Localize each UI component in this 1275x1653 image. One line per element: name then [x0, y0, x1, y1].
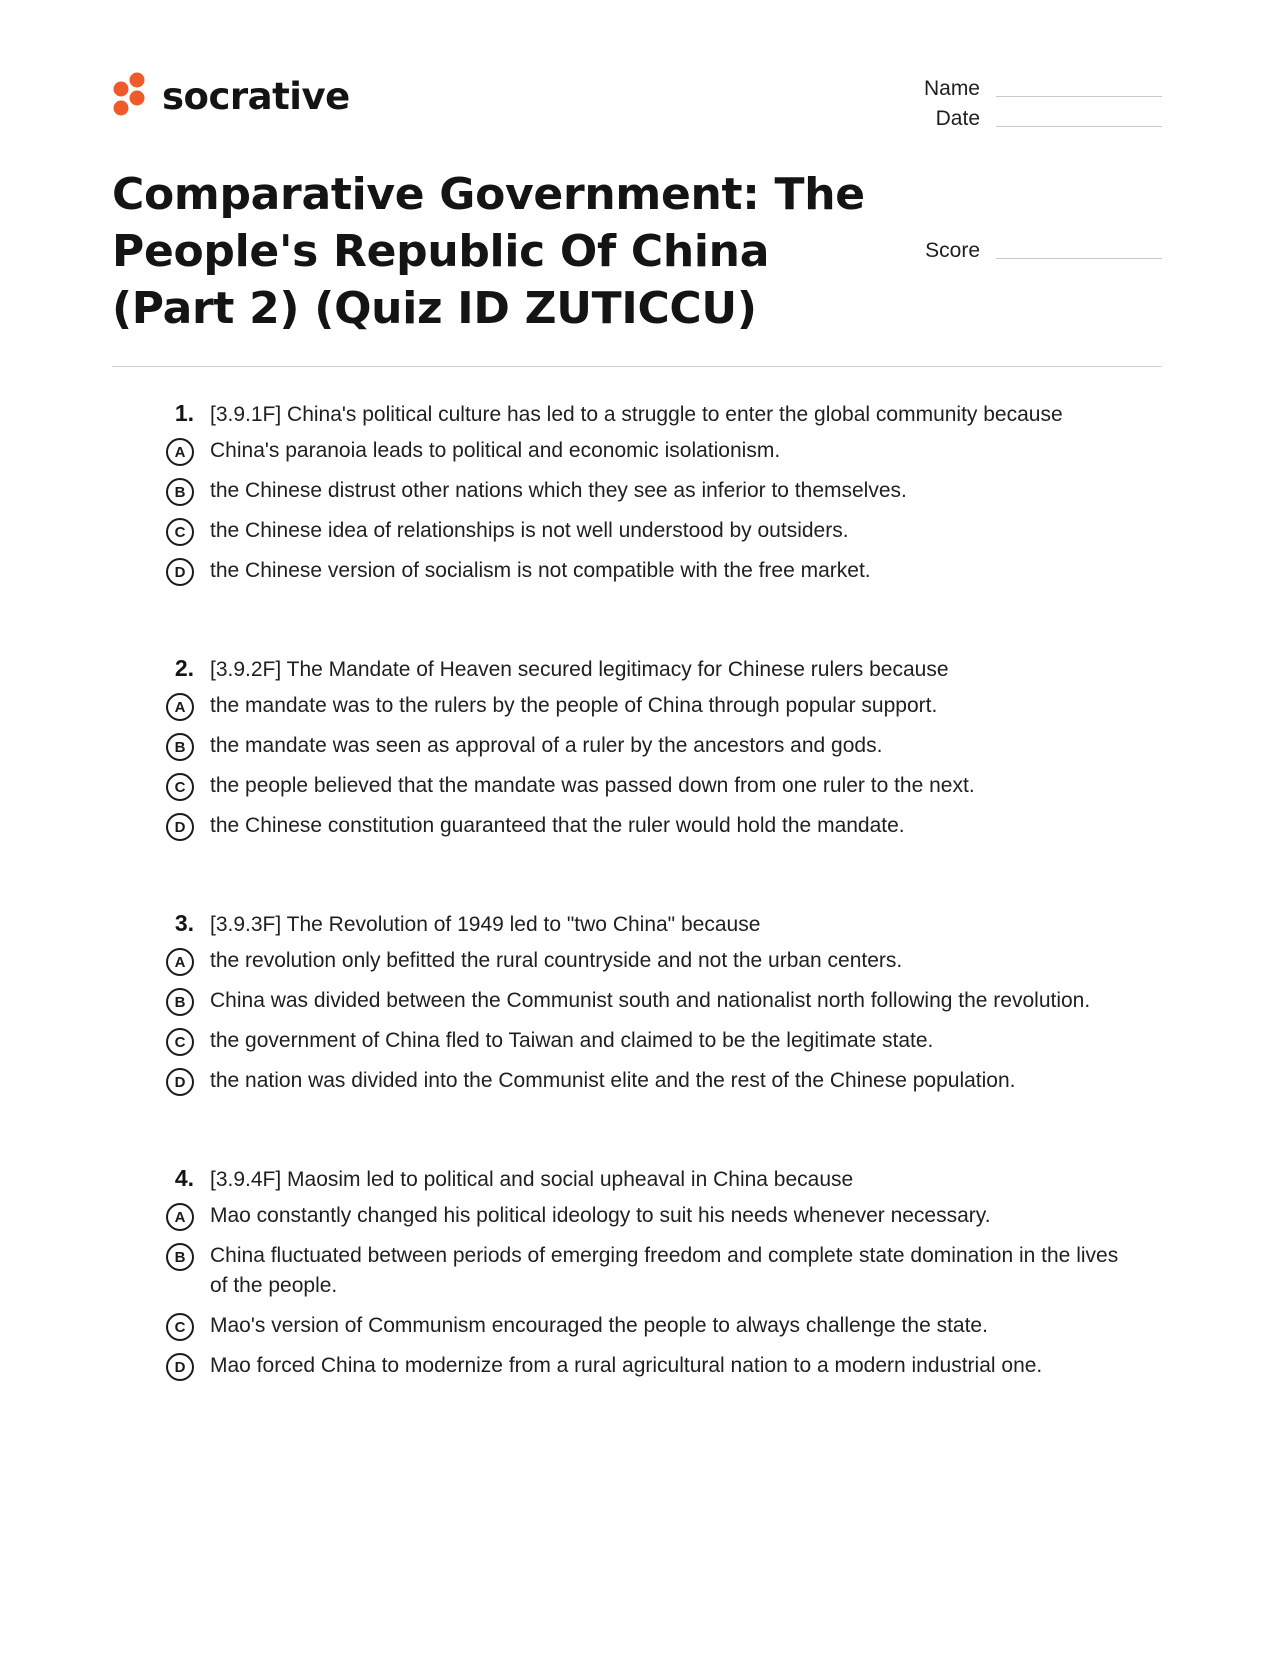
score-field	[880, 240, 1162, 261]
option-text: the people believed that the mandate was passed down from one ruler to the next.	[210, 774, 975, 797]
option-a-circle-icon[interactable]: A	[166, 1203, 194, 1231]
option-text: Mao's version of Communism encouraged the people to always challenge the state.	[210, 1314, 988, 1337]
score-label: Score	[925, 239, 980, 262]
option-text: China's paranoia leads to political and economic isolationism.	[210, 439, 781, 462]
option-text: China fluctuated between periods of emerging freedom and complete state domination in the lives of the people.	[210, 1244, 1119, 1297]
option-text: Mao constantly changed his political ideology to suit his needs whenever necessary.	[210, 1204, 991, 1227]
option-a-circle-icon[interactable]: A	[166, 693, 194, 721]
option-text: the Chinese idea of relationships is not well understood by outsiders.	[210, 519, 849, 542]
question-stem	[150, 400, 1150, 430]
brand-name: socrative	[162, 74, 350, 118]
option-a-circle-icon[interactable]: A	[166, 438, 194, 466]
option-text: the nation was divided into the Communist elite and the rest of the Chinese population.	[210, 1069, 1016, 1092]
socrative-logo	[112, 72, 350, 120]
option-a[interactable]	[150, 436, 1150, 466]
date-line	[996, 125, 1162, 127]
option-text: Mao forced China to modernize from a rural agricultural nation to a modern industrial one.	[210, 1354, 1043, 1377]
option-d-circle-icon[interactable]: D	[166, 558, 194, 586]
option-text: the mandate was to the rulers by the people of China through popular support.	[210, 694, 938, 717]
option-d-circle-icon[interactable]: D	[166, 1353, 194, 1381]
option-d-circle-icon[interactable]: D	[166, 813, 194, 841]
score-line	[996, 257, 1162, 259]
option-text: the mandate was seen as approval of a ruler by the ancestors and gods.	[210, 734, 883, 757]
option-b[interactable]	[150, 476, 1150, 506]
option-d[interactable]	[150, 811, 1150, 841]
option-c[interactable]	[150, 1026, 1150, 1056]
header-divider	[112, 366, 1162, 367]
quiz-title: Comparative Government: The People's Republic Of China (Part 2) (Quiz ID ZUTICCU)	[112, 169, 865, 334]
question-3	[150, 910, 1150, 1096]
option-c-circle-icon[interactable]: C	[166, 518, 194, 546]
option-a[interactable]	[150, 691, 1150, 721]
option-a[interactable]	[150, 946, 1150, 976]
question-text: [3.9.4F] Maosim led to political and social upheaval in China because	[210, 1168, 854, 1191]
question-1	[150, 400, 1150, 586]
option-a[interactable]	[150, 1201, 1150, 1231]
option-b[interactable]	[150, 1241, 1150, 1301]
option-b-circle-icon[interactable]: B	[166, 1243, 194, 1271]
option-text: China was divided between the Communist south and nationalist north following the revolution.	[210, 989, 1091, 1012]
option-b-circle-icon[interactable]: B	[166, 478, 194, 506]
question-text: [3.9.1F] China's political culture has led to a struggle to enter the global community because	[210, 403, 1063, 426]
option-text: the revolution only befitted the rural countryside and not the urban centers.	[210, 949, 903, 972]
question-stem	[150, 910, 1150, 940]
question-4	[150, 1165, 1150, 1381]
option-c-circle-icon[interactable]: C	[166, 773, 194, 801]
option-b-circle-icon[interactable]: B	[166, 733, 194, 761]
name-field	[880, 78, 1162, 99]
name-label: Name	[923, 77, 980, 100]
question-text: [3.9.2F] The Mandate of Heaven secured legitimacy for Chinese rulers because	[210, 658, 949, 681]
option-text: the Chinese distrust other nations which they see as inferior to themselves.	[210, 479, 907, 502]
option-c[interactable]	[150, 771, 1150, 801]
socrative-logo-icon	[112, 72, 150, 120]
option-b-circle-icon[interactable]: B	[166, 988, 194, 1016]
option-d-circle-icon[interactable]: D	[166, 1068, 194, 1096]
name-line	[996, 95, 1162, 97]
option-d[interactable]	[150, 1066, 1150, 1096]
question-number: 3.	[174, 910, 194, 936]
question-stem	[150, 1165, 1150, 1195]
question-text: [3.9.3F] The Revolution of 1949 led to "two China" because	[210, 913, 761, 936]
option-text: the Chinese version of socialism is not compatible with the free market.	[210, 559, 871, 582]
question-stem	[150, 655, 1150, 685]
question-number: 2.	[174, 655, 194, 681]
option-text: the government of China fled to Taiwan and claimed to be the legitimate state.	[210, 1029, 934, 1052]
option-text: the Chinese constitution guaranteed that the ruler would hold the mandate.	[210, 814, 905, 837]
question-number: 1.	[174, 400, 194, 426]
date-field	[880, 108, 1162, 129]
option-a-circle-icon[interactable]: A	[166, 948, 194, 976]
option-d[interactable]	[150, 1351, 1150, 1381]
question-number: 4.	[174, 1165, 194, 1191]
option-c-circle-icon[interactable]: C	[166, 1313, 194, 1341]
option-c[interactable]	[150, 1311, 1150, 1341]
date-label: Date	[935, 107, 980, 130]
option-c[interactable]	[150, 516, 1150, 546]
option-b[interactable]	[150, 986, 1150, 1016]
option-d[interactable]	[150, 556, 1150, 586]
question-2	[150, 655, 1150, 841]
option-b[interactable]	[150, 731, 1150, 761]
option-c-circle-icon[interactable]: C	[166, 1028, 194, 1056]
